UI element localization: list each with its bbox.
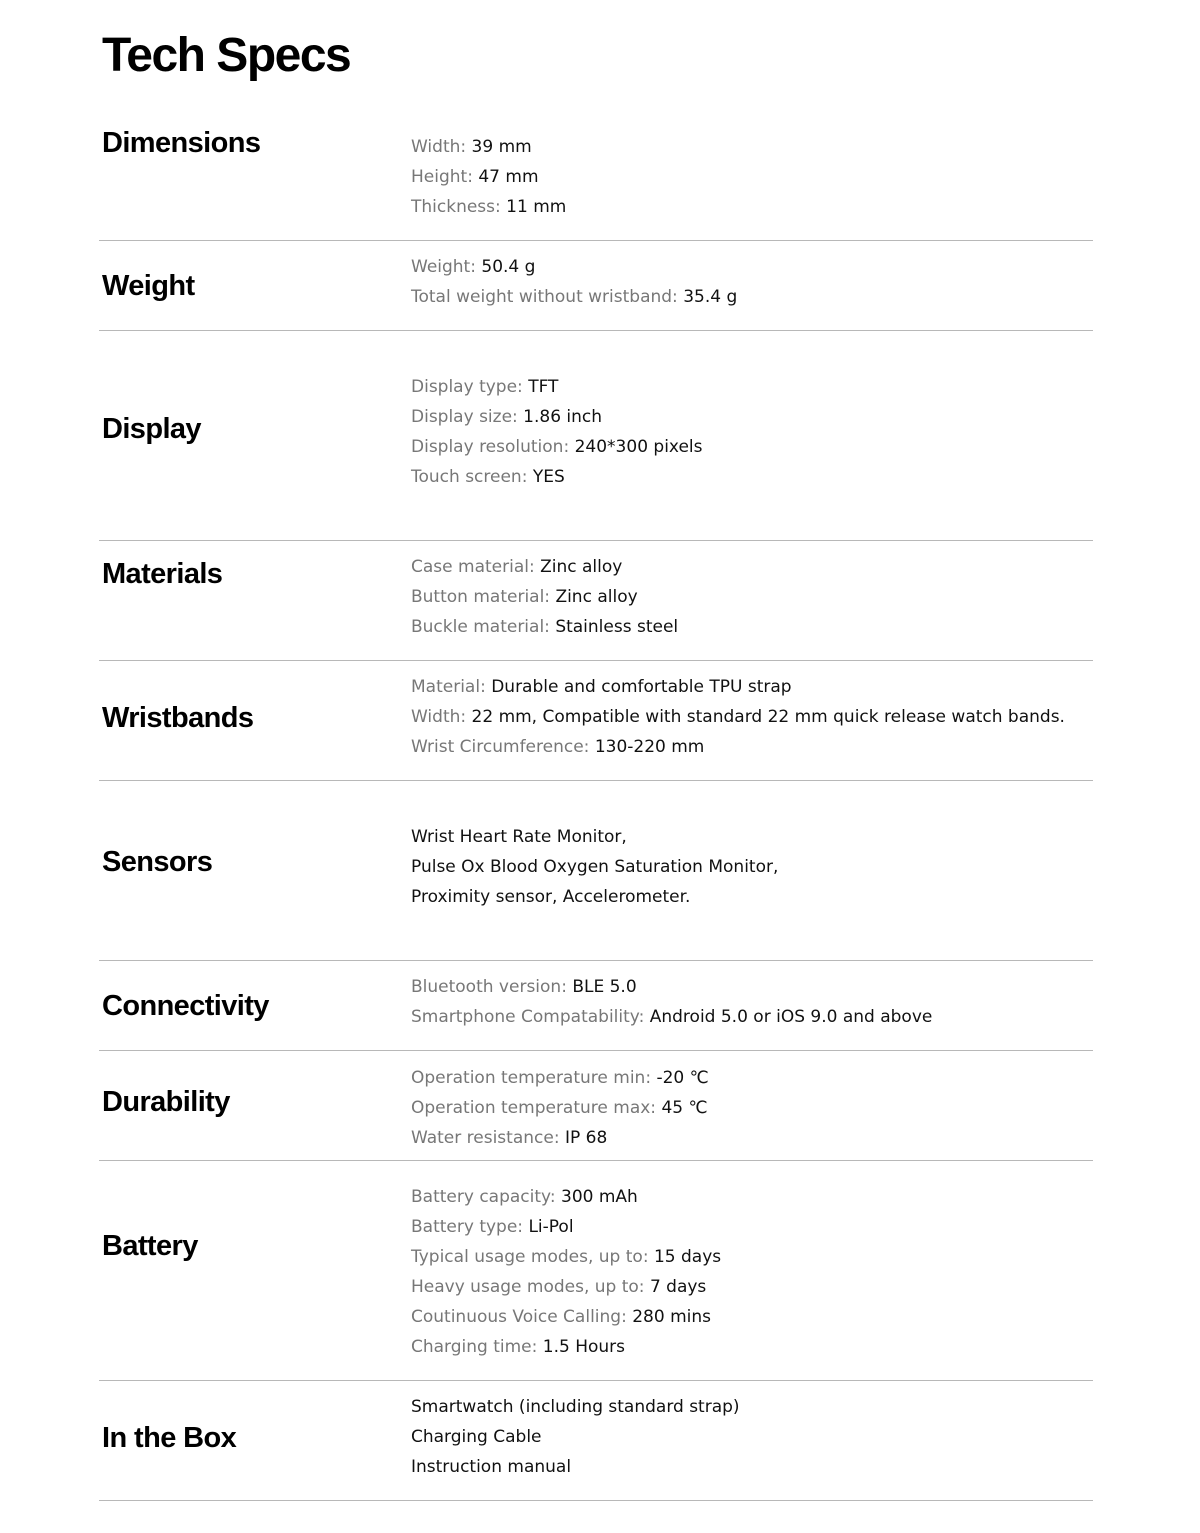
spec-lines [411, 1063, 709, 1153]
spec-value: 22 mm, Compatible with standard 22 mm quick release watch bands. [471, 707, 1065, 727]
spec-value: 11 mm [506, 197, 567, 217]
spec-value: Zinc alloy [540, 557, 623, 577]
spec-label: Touch screen: [411, 467, 528, 487]
spec-line [411, 1123, 709, 1153]
spec-label: Battery type: [411, 1217, 524, 1237]
spec-line [411, 162, 566, 192]
spec-heading: In the Box [102, 1422, 237, 1454]
spec-section-weight [99, 241, 1093, 331]
spec-label: Heavy usage modes, up to: [411, 1277, 645, 1297]
spec-value: 15 days [653, 1247, 722, 1267]
spec-label: Case material: [411, 557, 535, 577]
spec-section-materials [99, 541, 1093, 661]
spec-line [411, 672, 1065, 702]
spec-value: 1.86 inch [523, 407, 603, 427]
spec-line [411, 582, 678, 612]
spec-value: 35.4 g [683, 287, 738, 307]
spec-line [411, 1002, 932, 1032]
spec-line [411, 552, 678, 582]
spec-line [411, 612, 678, 642]
spec-line [411, 132, 566, 162]
spec-value: 7 days [649, 1277, 707, 1297]
spec-value: Wrist Heart Rate Monitor, [411, 827, 627, 847]
spec-line [411, 1332, 721, 1362]
spec-line [411, 1392, 740, 1422]
spec-value: Smartwatch (including standard strap) [411, 1397, 740, 1417]
spec-line [411, 372, 703, 402]
spec-label: Smartphone Compatability: [411, 1007, 645, 1027]
spec-section-dimensions [99, 112, 1093, 241]
spec-label: Bluetooth version: [411, 977, 567, 997]
spec-label: Thickness: [411, 197, 501, 217]
spec-line [411, 192, 566, 222]
spec-value: TFT [528, 377, 559, 397]
spec-value: Instruction manual [411, 1457, 572, 1477]
spec-line [411, 1302, 721, 1332]
spec-value: -20 ℃ [656, 1068, 709, 1088]
spec-label: Battery capacity: [411, 1187, 556, 1207]
spec-value: Stainless steel [555, 617, 679, 637]
spec-line [411, 462, 703, 492]
spec-line [411, 402, 703, 432]
spec-value: Li-Pol [528, 1217, 574, 1237]
spec-value: IP 68 [564, 1128, 608, 1148]
spec-line [411, 1212, 721, 1242]
spec-lines [411, 1392, 740, 1482]
spec-value: 240*300 pixels [574, 437, 703, 457]
spec-value: 47 mm [478, 167, 539, 187]
spec-line [411, 282, 737, 312]
spec-heading: Weight [102, 270, 195, 302]
page-title: Tech Specs [102, 29, 351, 82]
spec-lines [411, 132, 566, 222]
spec-value: YES [532, 467, 565, 487]
spec-line [411, 972, 932, 1002]
spec-label: Material: [411, 677, 486, 697]
spec-label: Water resistance: [411, 1128, 560, 1148]
spec-label: Operation temperature max: [411, 1098, 657, 1118]
spec-lines [411, 822, 778, 912]
spec-section-connectivity [99, 961, 1093, 1051]
spec-value: 1.5 Hours [542, 1337, 626, 1357]
spec-lines [411, 372, 703, 492]
spec-label: Weight: [411, 257, 476, 277]
spec-line [411, 1272, 721, 1302]
spec-label: Display size: [411, 407, 518, 427]
spec-heading: Dimensions [102, 127, 261, 159]
spec-value: 300 mAh [561, 1187, 638, 1207]
spec-line [411, 1182, 721, 1212]
spec-heading: Display [102, 413, 201, 445]
spec-section-wristbands [99, 661, 1093, 781]
spec-line [411, 252, 737, 282]
spec-value: 39 mm [471, 137, 532, 157]
spec-lines [411, 252, 737, 312]
spec-value: Charging Cable [411, 1427, 542, 1447]
spec-value: Durable and comfortable TPU strap [491, 677, 792, 697]
spec-label: Width: [411, 707, 467, 727]
spec-section-display [99, 331, 1093, 541]
spec-lines [411, 972, 932, 1032]
spec-value: Zinc alloy [555, 587, 638, 607]
spec-list [99, 0, 1093, 1533]
spec-section-battery [99, 1161, 1093, 1381]
spec-heading: Connectivity [102, 990, 269, 1022]
spec-value: Proximity sensor, Accelerometer. [411, 887, 691, 907]
spec-section-durability [99, 1051, 1093, 1161]
spec-lines [411, 672, 1065, 762]
spec-value: Pulse Ox Blood Oxygen Saturation Monitor, [411, 857, 779, 877]
spec-heading: Materials [102, 558, 223, 590]
spec-heading: Wristbands [102, 702, 254, 734]
spec-line [411, 1422, 740, 1452]
spec-label: Total weight without wristband: [411, 287, 678, 307]
spec-lines [411, 1182, 721, 1362]
spec-line [411, 882, 778, 912]
spec-heading: Battery [102, 1230, 198, 1262]
spec-line [411, 1063, 709, 1093]
spec-value: 280 mins [632, 1307, 711, 1327]
spec-line [411, 822, 778, 852]
spec-label: Typical usage modes, up to: [411, 1247, 649, 1267]
spec-lines [411, 552, 678, 642]
spec-heading: Sensors [102, 846, 213, 878]
spec-label: Wrist Circumference: [411, 737, 590, 757]
spec-line [411, 852, 778, 882]
spec-line [411, 1452, 740, 1482]
spec-label: Operation temperature min: [411, 1068, 652, 1088]
spec-section-in-the-box [99, 1381, 1093, 1501]
spec-line [411, 1242, 721, 1272]
spec-label: Display resolution: [411, 437, 570, 457]
spec-label: Buckle material: [411, 617, 550, 637]
spec-label: Height: [411, 167, 473, 187]
spec-line [411, 732, 1065, 762]
spec-line [411, 432, 703, 462]
spec-label: Button material: [411, 587, 551, 607]
spec-value: 45 ℃ [661, 1098, 708, 1118]
spec-section-sensors [99, 781, 1093, 961]
spec-value: 50.4 g [481, 257, 536, 277]
spec-line [411, 702, 1065, 732]
spec-value: 130-220 mm [594, 737, 705, 757]
spec-value: Android 5.0 or iOS 9.0 and above [649, 1007, 933, 1027]
spec-label: Width: [411, 137, 467, 157]
spec-value: BLE 5.0 [572, 977, 637, 997]
spec-label: Display type: [411, 377, 523, 397]
spec-label: Coutinuous Voice Calling: [411, 1307, 627, 1327]
spec-line [411, 1093, 709, 1123]
spec-heading: Durability [102, 1086, 230, 1118]
spec-label: Charging time: [411, 1337, 538, 1357]
